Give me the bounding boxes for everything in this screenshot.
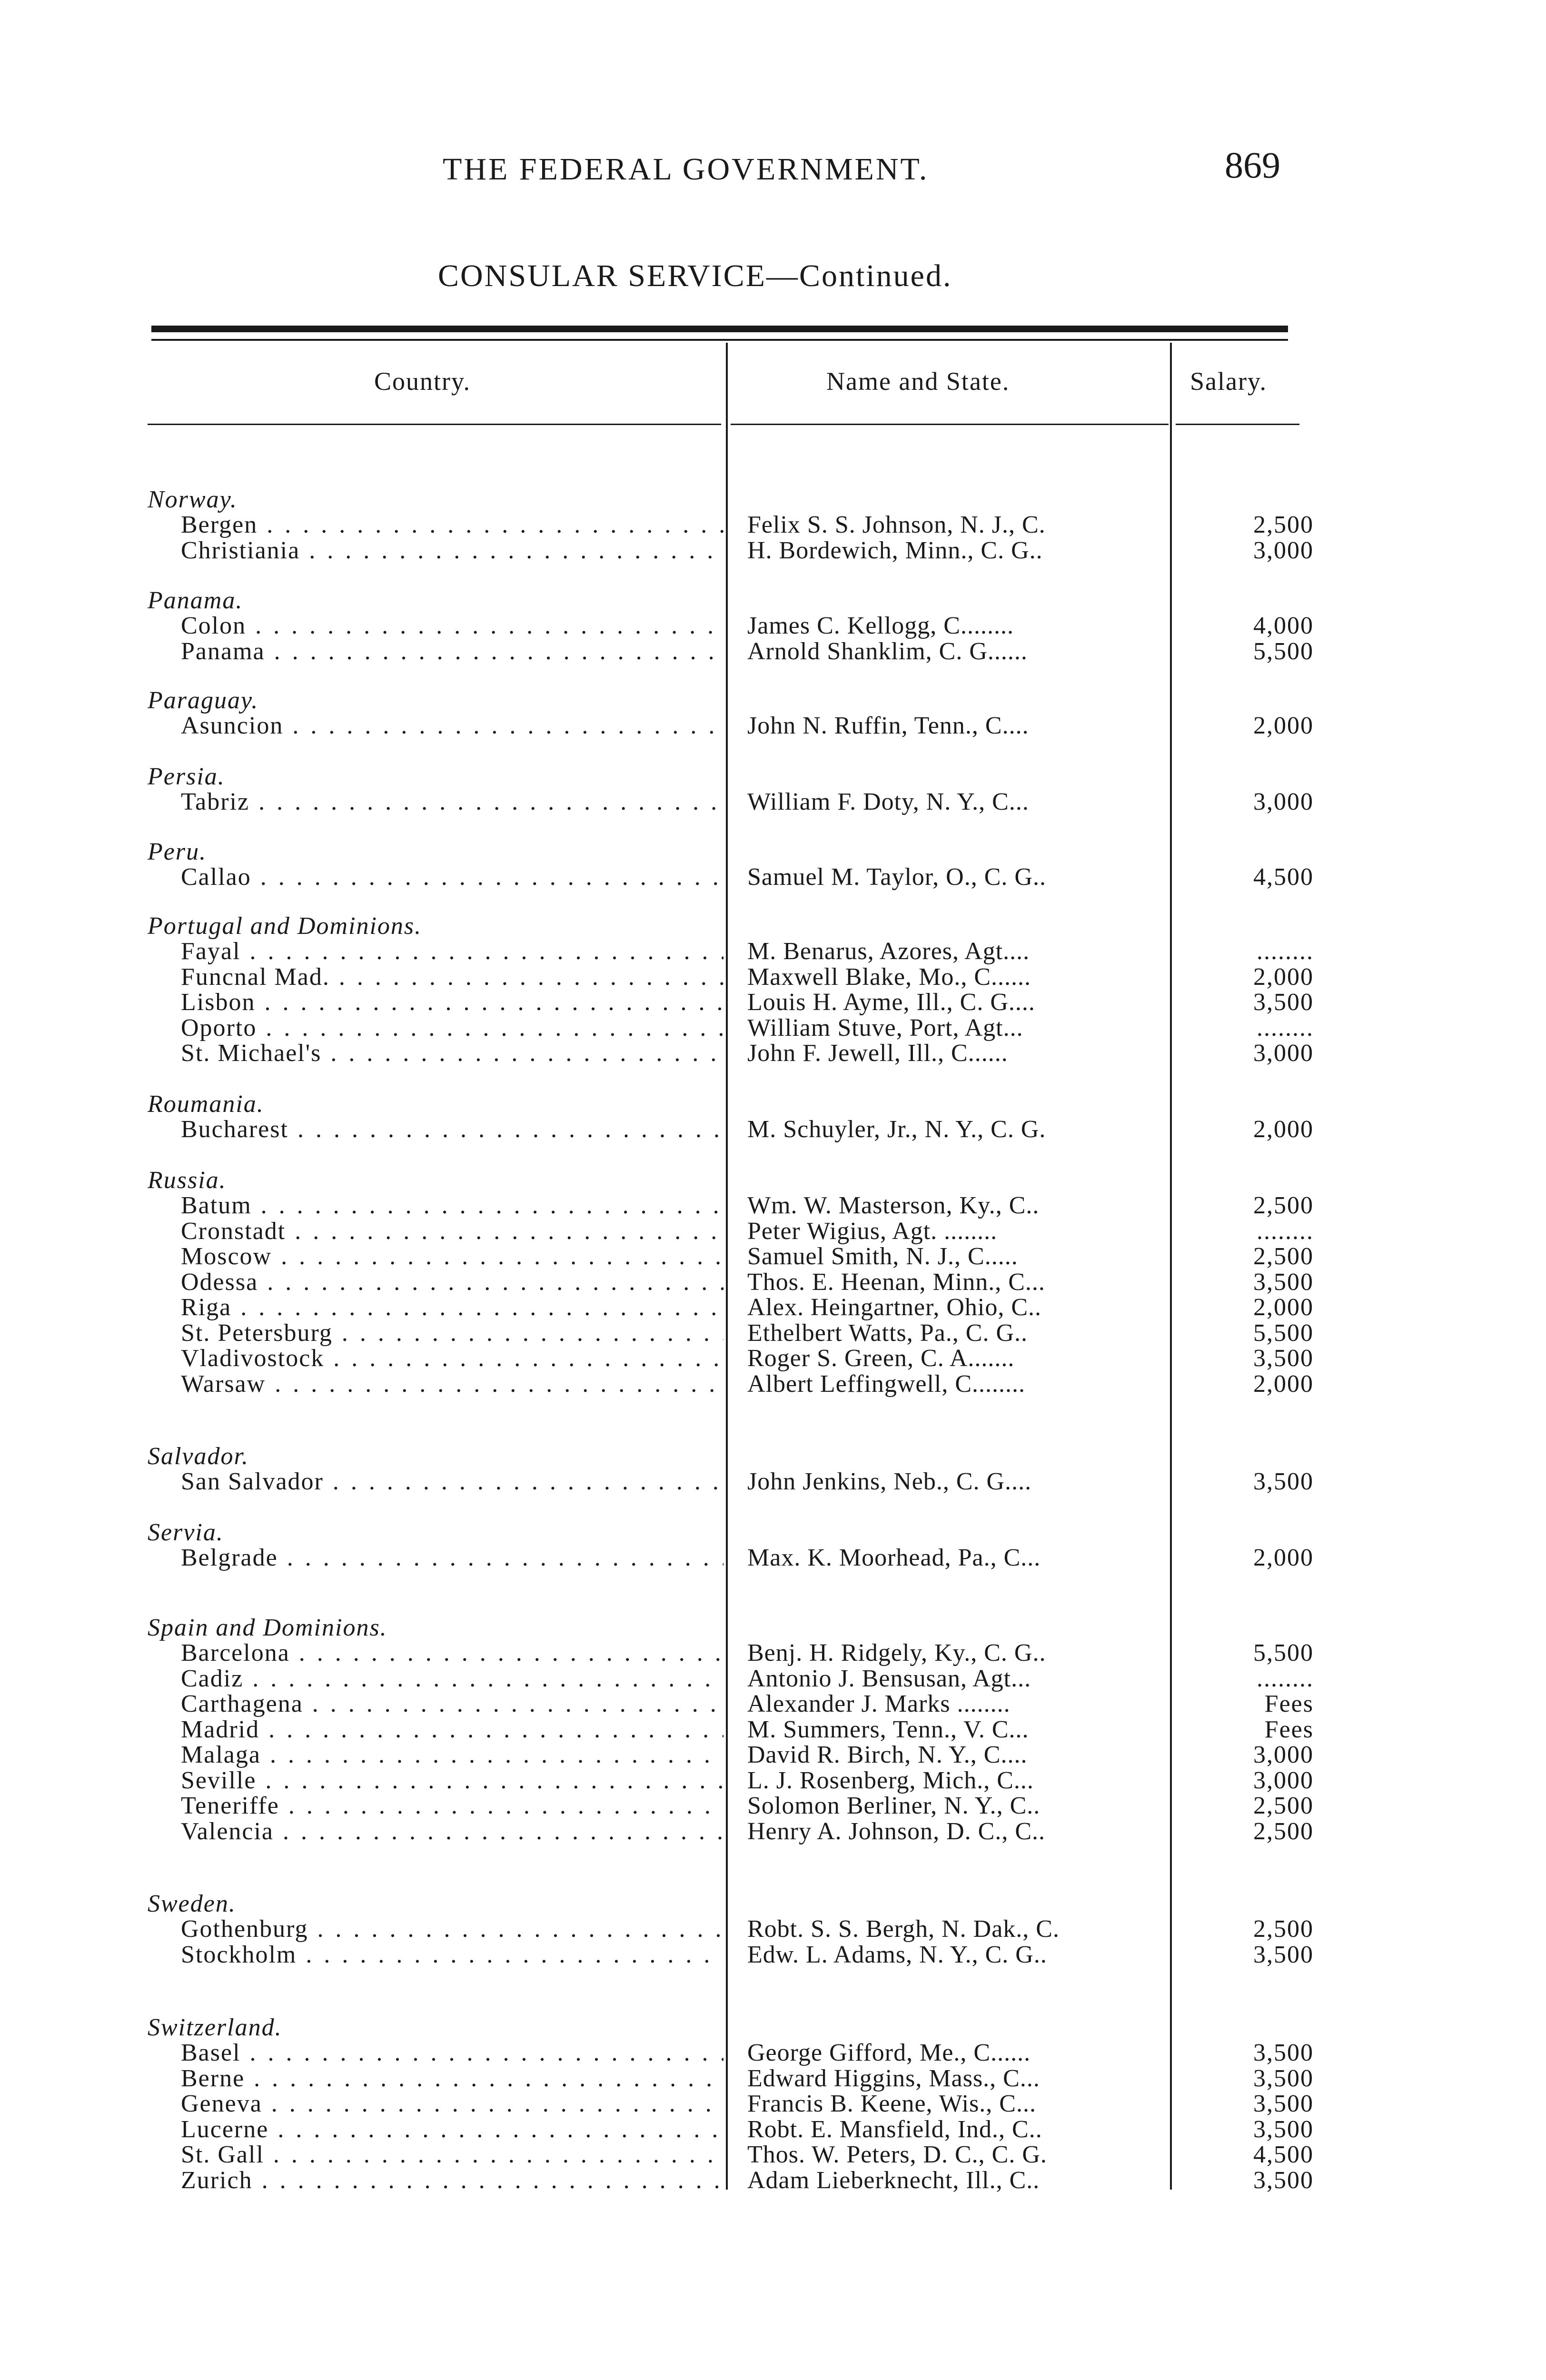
- table-row: [0, 1117, 1546, 1142]
- table-row: [0, 2117, 1546, 2142]
- consul-name-state: Edward Higgins, Mass., C...: [747, 2065, 1040, 2092]
- salary-value: 3,000: [1253, 1040, 1314, 1067]
- header-rule-salary: [1176, 424, 1299, 425]
- consul-name-state: Wm. W. Masterson, Ky., C..: [747, 1193, 1040, 1219]
- table-row: [0, 1545, 1546, 1571]
- city-name: Stockholm . . .: [181, 1942, 723, 1968]
- table-top-rule: [151, 326, 1288, 332]
- consul-name-state: John N. Ruffin, Tenn., C....: [747, 713, 1029, 739]
- city-name: Christiania . . .: [181, 538, 723, 564]
- salary-value: 5,500: [1253, 1639, 1314, 1666]
- city-name: Basel . . .: [181, 2040, 723, 2066]
- salary-value: 5,500: [1253, 637, 1314, 665]
- table-row: [0, 2091, 1546, 2117]
- city-name: Vladivostock . . .: [181, 1346, 723, 1371]
- salary-value: 2,500: [1253, 1817, 1314, 1845]
- table-row: [0, 1942, 1546, 1968]
- table-row: [0, 939, 1546, 964]
- running-head: THE FEDERAL GOVERNMENT.: [443, 152, 929, 187]
- city-name: Zurich . . .: [181, 2168, 723, 2193]
- table-row: [0, 1041, 1546, 1066]
- city-name: Riga . . .: [181, 1295, 723, 1320]
- header-rule-name: [731, 424, 1169, 425]
- salary-value: 3,500: [1253, 1468, 1314, 1495]
- salary-value: ........: [1257, 1217, 1314, 1245]
- consul-name-state: John Jenkins, Neb., C. G....: [747, 1469, 1032, 1495]
- table-row: [0, 1193, 1546, 1219]
- salary-value: 4,500: [1253, 2141, 1314, 2168]
- city-name: Seville . . .: [181, 1768, 723, 1794]
- consul-name-state: Alexander J. Marks ........: [747, 1691, 1011, 1717]
- table-top-rule-thin: [151, 339, 1288, 341]
- column-header-salary: Salary.: [1190, 367, 1267, 396]
- consul-name-state: Ethelbert Watts, Pa., C. G..: [747, 1320, 1028, 1346]
- city-name: Belgrade . . .: [181, 1545, 723, 1571]
- salary-value: 2,000: [1253, 1370, 1314, 1398]
- country-name: Sweden.: [148, 1890, 236, 1917]
- salary-value: 2,000: [1253, 1116, 1314, 1143]
- consul-name-state: William Stuve, Port, Agt...: [747, 1015, 1023, 1041]
- salary-value: 2,500: [1253, 1792, 1314, 1819]
- salary-value: 2,500: [1253, 1915, 1314, 1943]
- consul-name-state: Alex. Heingartner, Ohio, C..: [747, 1295, 1042, 1320]
- table-row: [0, 964, 1546, 990]
- table-row: [0, 639, 1546, 664]
- city-name: Bucharest . . .: [181, 1117, 723, 1142]
- city-name: Oporto . . .: [181, 1015, 723, 1041]
- consul-name-state: Robt. S. S. Bergh, N. Dak., C.: [747, 1916, 1060, 1942]
- salary-value: 3,500: [1253, 2090, 1314, 2117]
- salary-value: Fees: [1264, 1716, 1314, 1743]
- table-row: [0, 1819, 1546, 1844]
- consul-name-state: Robt. E. Mansfield, Ind., C..: [747, 2116, 1042, 2142]
- city-name: Geneva . . .: [181, 2091, 723, 2117]
- city-name: Cadiz . . .: [181, 1666, 723, 1692]
- consul-name-state: H. Bordewich, Minn., C. G..: [747, 537, 1043, 564]
- city-name: Tabriz . . .: [181, 789, 723, 815]
- table-row: [0, 1469, 1546, 1495]
- table-row: [0, 990, 1546, 1015]
- consul-name-state: Adam Lieberknecht, Ill., C..: [747, 2167, 1040, 2193]
- column-header-country: Country.: [374, 367, 471, 396]
- consul-name-state: Arnold Shanklim, C. G......: [747, 638, 1028, 664]
- city-name: Barcelona . . .: [181, 1640, 723, 1666]
- consul-name-state: Solomon Berliner, N. Y., C..: [747, 1793, 1041, 1819]
- salary-value: 3,000: [1253, 536, 1314, 564]
- table-row: [0, 1666, 1546, 1692]
- consul-name-state: John F. Jewell, Ill., C......: [747, 1041, 1008, 1066]
- salary-value: 5,500: [1253, 1319, 1314, 1347]
- salary-value: 4,500: [1253, 863, 1314, 891]
- country-name: Switzerland.: [148, 2014, 282, 2041]
- salary-value: 3,000: [1253, 1766, 1314, 1794]
- salary-value: 3,500: [1253, 2166, 1314, 2194]
- consul-name-state: James C. Kellogg, C........: [747, 613, 1014, 639]
- salary-value: 2,500: [1253, 511, 1314, 538]
- column-header-name-state: Name and State.: [826, 367, 1010, 396]
- table-row: [0, 2040, 1546, 2066]
- table-row: [0, 1269, 1546, 1295]
- table-row: [0, 1346, 1546, 1371]
- section-title: CONSULAR SERVICE—Continued.: [438, 258, 952, 293]
- country-name: Portugal and Dominions.: [148, 912, 422, 940]
- city-name: Carthagena . . .: [181, 1691, 723, 1717]
- header-rule-country: [148, 424, 721, 425]
- consul-name-state: Francis B. Keene, Wis., C...: [747, 2091, 1036, 2117]
- table-row: [0, 1015, 1546, 1041]
- page-number: 869: [1225, 144, 1280, 186]
- salary-value: 2,000: [1253, 963, 1314, 991]
- salary-value: 3,500: [1253, 2115, 1314, 2143]
- salary-value: 3,000: [1253, 788, 1314, 815]
- city-name: Madrid . . .: [181, 1717, 723, 1743]
- country-name: Panama.: [148, 587, 243, 614]
- salary-value: 3,500: [1253, 989, 1314, 1016]
- consul-name-state: Roger S. Green, C. A.......: [747, 1346, 1015, 1371]
- table-row: [0, 1295, 1546, 1320]
- table-row: [0, 1320, 1546, 1346]
- country-name: Persia.: [148, 763, 225, 790]
- city-name: Callao . . .: [181, 864, 723, 890]
- salary-value: 3,500: [1253, 2064, 1314, 2092]
- salary-value: ........: [1257, 1665, 1314, 1692]
- table-row: [0, 864, 1546, 890]
- country-name: Paraguay.: [148, 687, 259, 714]
- country-name: Salvador.: [148, 1443, 249, 1470]
- table-row: [0, 1640, 1546, 1666]
- table-row: [0, 538, 1546, 564]
- city-name: Lucerne . . .: [181, 2117, 723, 2142]
- salary-value: 3,500: [1253, 1268, 1314, 1296]
- table-row: [0, 1742, 1546, 1768]
- salary-value: Fees: [1264, 1690, 1314, 1717]
- city-name: Berne . . .: [181, 2066, 723, 2092]
- city-name: Bergen . . .: [181, 512, 723, 538]
- city-name: Batum . . .: [181, 1193, 723, 1219]
- city-name: Funcnal Mad. . . .: [181, 964, 723, 990]
- city-name: Odessa . . .: [181, 1269, 723, 1295]
- consul-name-state: Thos. W. Peters, D. C., C. G.: [747, 2142, 1047, 2168]
- consul-name-state: Samuel M. Taylor, O., C. G..: [747, 864, 1046, 890]
- consul-name-state: Felix S. S. Johnson, N. J., C.: [747, 512, 1046, 538]
- consul-name-state: David R. Birch, N. Y., C....: [747, 1742, 1028, 1768]
- table-row: [0, 2168, 1546, 2193]
- city-name: Valencia . . .: [181, 1819, 723, 1844]
- salary-value: 3,500: [1253, 1941, 1314, 1968]
- city-name: St. Gall . . .: [181, 2142, 723, 2168]
- city-name: St. Petersburg . . .: [181, 1320, 723, 1346]
- consul-name-state: Samuel Smith, N. J., C.....: [747, 1244, 1018, 1269]
- table-row: [0, 512, 1546, 538]
- consul-name-state: Peter Wigius, Agt. ........: [747, 1218, 998, 1244]
- city-name: Warsaw . . .: [181, 1371, 723, 1397]
- city-name: Panama . . .: [181, 639, 723, 664]
- consul-name-state: William F. Doty, N. Y., C...: [747, 789, 1029, 815]
- salary-value: 2,500: [1253, 1192, 1314, 1219]
- consul-name-state: Benj. H. Ridgely, Ky., C. G..: [747, 1640, 1046, 1666]
- table-row: [0, 1691, 1546, 1717]
- table-row: [0, 613, 1546, 639]
- salary-value: 4,000: [1253, 612, 1314, 639]
- city-name: Moscow . . .: [181, 1244, 723, 1269]
- country-name: Roumania.: [148, 1091, 264, 1118]
- city-name: Malaga . . .: [181, 1742, 723, 1768]
- table-row: [0, 713, 1546, 739]
- city-name: San Salvador . . .: [181, 1469, 723, 1495]
- city-name: Fayal . . .: [181, 939, 723, 964]
- city-name: Asuncion . . .: [181, 713, 723, 739]
- city-name: Cronstadt . . .: [181, 1219, 723, 1244]
- country-name: Spain and Dominions.: [148, 1614, 387, 1641]
- salary-value: ........: [1257, 1014, 1314, 1041]
- table-row: [0, 1717, 1546, 1743]
- consul-name-state: Edw. L. Adams, N. Y., C. G..: [747, 1942, 1047, 1968]
- salary-value: 2,000: [1253, 1544, 1314, 1571]
- consul-name-state: Henry A. Johnson, D. C., C..: [747, 1818, 1046, 1844]
- table-row: [0, 1219, 1546, 1244]
- consul-name-state: Albert Leffingwell, C........: [747, 1371, 1026, 1397]
- consul-name-state: Max. K. Moorhead, Pa., C...: [747, 1545, 1041, 1571]
- country-name: Servia.: [148, 1519, 224, 1546]
- consul-name-state: L. J. Rosenberg, Mich., C...: [747, 1767, 1034, 1794]
- city-name: Lisbon . . .: [181, 990, 723, 1015]
- table-row: [0, 1916, 1546, 1942]
- salary-value: 3,000: [1253, 1741, 1314, 1768]
- salary-value: 2,500: [1253, 1243, 1314, 1270]
- city-name: Teneriffe . . .: [181, 1793, 723, 1819]
- consul-name-state: Maxwell Blake, Mo., C......: [747, 964, 1031, 990]
- salary-value: 2,000: [1253, 712, 1314, 739]
- salary-value: 2,000: [1253, 1294, 1314, 1321]
- city-name: St. Michael's . . .: [181, 1041, 723, 1066]
- salary-value: 3,500: [1253, 2039, 1314, 2066]
- table-row: [0, 1768, 1546, 1794]
- country-name: Peru.: [148, 838, 207, 865]
- consul-name-state: Louis H. Ayme, Ill., C. G....: [747, 990, 1035, 1015]
- consul-name-state: M. Schuyler, Jr., N. Y., C. G.: [747, 1117, 1046, 1142]
- country-name: Russia.: [148, 1167, 227, 1194]
- consul-name-state: M. Benarus, Azores, Agt....: [747, 939, 1030, 964]
- country-name: Norway.: [148, 486, 238, 513]
- consul-name-state: George Gifford, Me., C......: [747, 2040, 1031, 2066]
- consul-name-state: Thos. E. Heenan, Minn., C...: [747, 1269, 1045, 1295]
- table-row: [0, 1793, 1546, 1819]
- table-row: [0, 2066, 1546, 2092]
- salary-value: ........: [1257, 938, 1314, 965]
- table-row: [0, 1244, 1546, 1269]
- table-row: [0, 789, 1546, 815]
- salary-value: 3,500: [1253, 1345, 1314, 1372]
- table-row: [0, 2142, 1546, 2168]
- city-name: Gothenburg . . .: [181, 1916, 723, 1942]
- consul-name-state: Antonio J. Bensusan, Agt...: [747, 1666, 1031, 1692]
- city-name: Colon . . .: [181, 613, 723, 639]
- table-row: [0, 1371, 1546, 1397]
- consul-name-state: M. Summers, Tenn., V. C...: [747, 1716, 1029, 1743]
